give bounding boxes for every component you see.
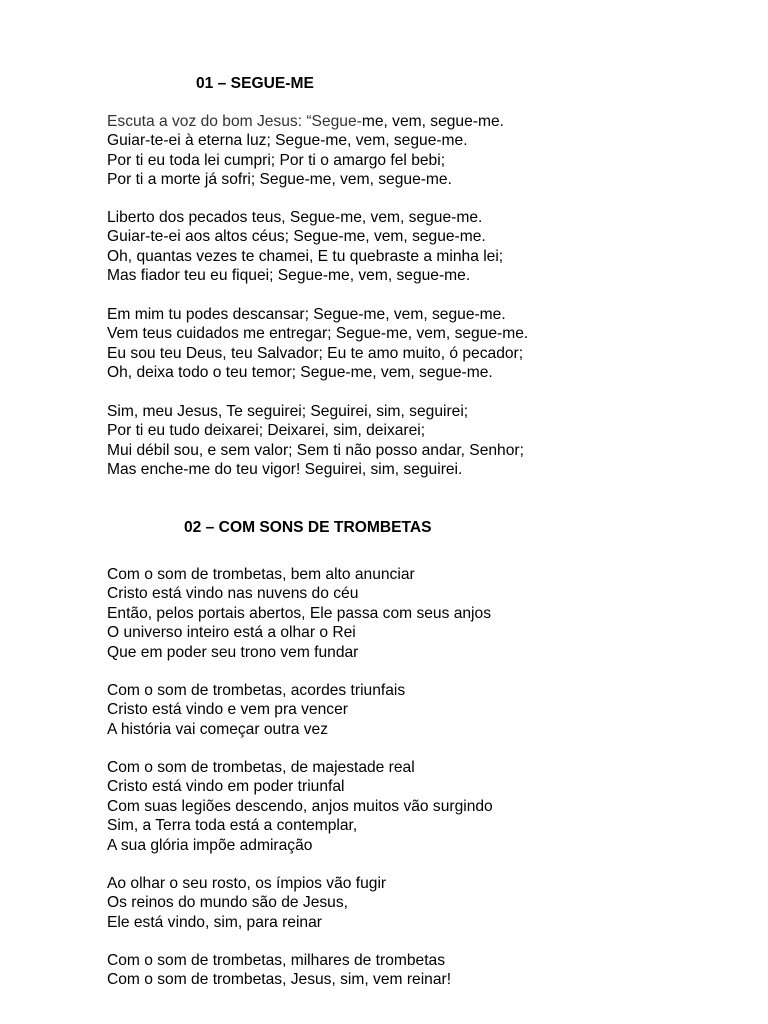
verse-line: Ao olhar o seu rosto, os ímpios vão fugir xyxy=(107,875,387,892)
stanza xyxy=(107,758,493,855)
verse-line: Por ti eu tudo deixarei; Deixarei, sim, deixarei; xyxy=(107,422,426,440)
verse-line-part: Escuta a voz do bom Jesus: “Segue- xyxy=(107,113,362,130)
verse-line: Com o som de trombetas, de majestade real xyxy=(107,759,415,776)
verse-line: O universo inteiro está a olhar o Rei xyxy=(107,624,356,642)
verse-line: Cristo está vindo e vem pra vencer xyxy=(107,701,348,719)
stanza xyxy=(107,951,451,990)
stanza xyxy=(107,874,386,932)
verse-line: Cristo está vindo em poder triunfal xyxy=(107,778,345,796)
verse-line xyxy=(107,112,504,131)
verse-line: Mas fiador teu eu fiquei; Segue-me, vem, segue-me. xyxy=(107,267,471,285)
stanza xyxy=(107,112,504,190)
stanza xyxy=(107,565,491,662)
verse-line: Eu sou teu Deus, teu Salvador; Eu te amo muito, ó pecador; xyxy=(107,344,524,362)
verse-line: Liberto dos pecados teus, Segue-me, vem, segue-me. xyxy=(107,209,483,226)
verse-line: Então, pelos portais abertos, Ele passa com seus anjos xyxy=(107,604,491,622)
stanza xyxy=(107,681,405,739)
hymn-title: 01 – SEGUE-ME xyxy=(196,75,314,92)
verse-line: Por ti eu toda lei cumpri; Por ti o amargo fel bebi; xyxy=(107,151,446,169)
verse-line: Que em poder seu trono vem fundar xyxy=(107,643,359,661)
verse-line: Com o som de trombetas, bem alto anunciar xyxy=(107,566,415,583)
verse-line: Cristo está vindo nas nuvens do céu xyxy=(107,585,359,603)
stanza xyxy=(107,402,524,480)
verse-line: Os reinos do mundo são de Jesus, xyxy=(107,894,348,912)
verse-line: A história vai começar outra vez xyxy=(107,720,329,738)
verse-line: Sim, meu Jesus, Te seguirei; Seguirei, sim, seguirei; xyxy=(107,403,469,420)
verse-line: Guiar-te-ei aos altos céus; Segue-me, vem, segue-me. xyxy=(107,228,486,246)
verse-line: A sua glória impõe admiração xyxy=(107,836,313,854)
verse-line: Mui débil sou, e sem valor; Sem ti não posso andar, Senhor; xyxy=(107,441,524,459)
verse-line: Com suas legiões descendo, anjos muitos vão surgindo xyxy=(107,797,493,815)
verse-line: Com o som de trombetas, acordes triunfais xyxy=(107,682,406,699)
verse-line: Sim, a Terra toda está a contemplar, xyxy=(107,817,358,835)
verse-line: Com o som de trombetas, Jesus, sim, vem reinar! xyxy=(107,971,452,989)
verse-line: Em mim tu podes descansar; Segue-me, vem, segue-me. xyxy=(107,306,506,323)
hymn-title: 02 – COM SONS DE TROMBETAS xyxy=(184,519,432,536)
verse-line: Com o som de trombetas, milhares de trombetas xyxy=(107,952,445,969)
verse-line: Oh, deixa todo o teu temor; Segue-me, vem, segue-me. xyxy=(107,364,493,382)
verse-line: Vem teus cuidados me entregar; Segue-me, vem, segue-me. xyxy=(107,325,529,343)
stanza xyxy=(107,208,503,286)
verse-line: Ele está vindo, sim, para reinar xyxy=(107,913,322,931)
verse-line: Mas enche-me do teu vigor! Seguirei, sim, seguirei. xyxy=(107,461,463,479)
stanza xyxy=(107,305,528,383)
verse-line: Por ti a morte já sofri; Segue-me, vem, segue-me. xyxy=(107,171,452,189)
verse-line: Oh, quantas vezes te chamei, E tu quebraste a minha lei; xyxy=(107,247,504,265)
verse-line-part: me, vem, segue-me. xyxy=(361,113,504,130)
verse-line: Guiar-te-ei à eterna luz; Segue-me, vem, segue-me. xyxy=(107,132,468,150)
